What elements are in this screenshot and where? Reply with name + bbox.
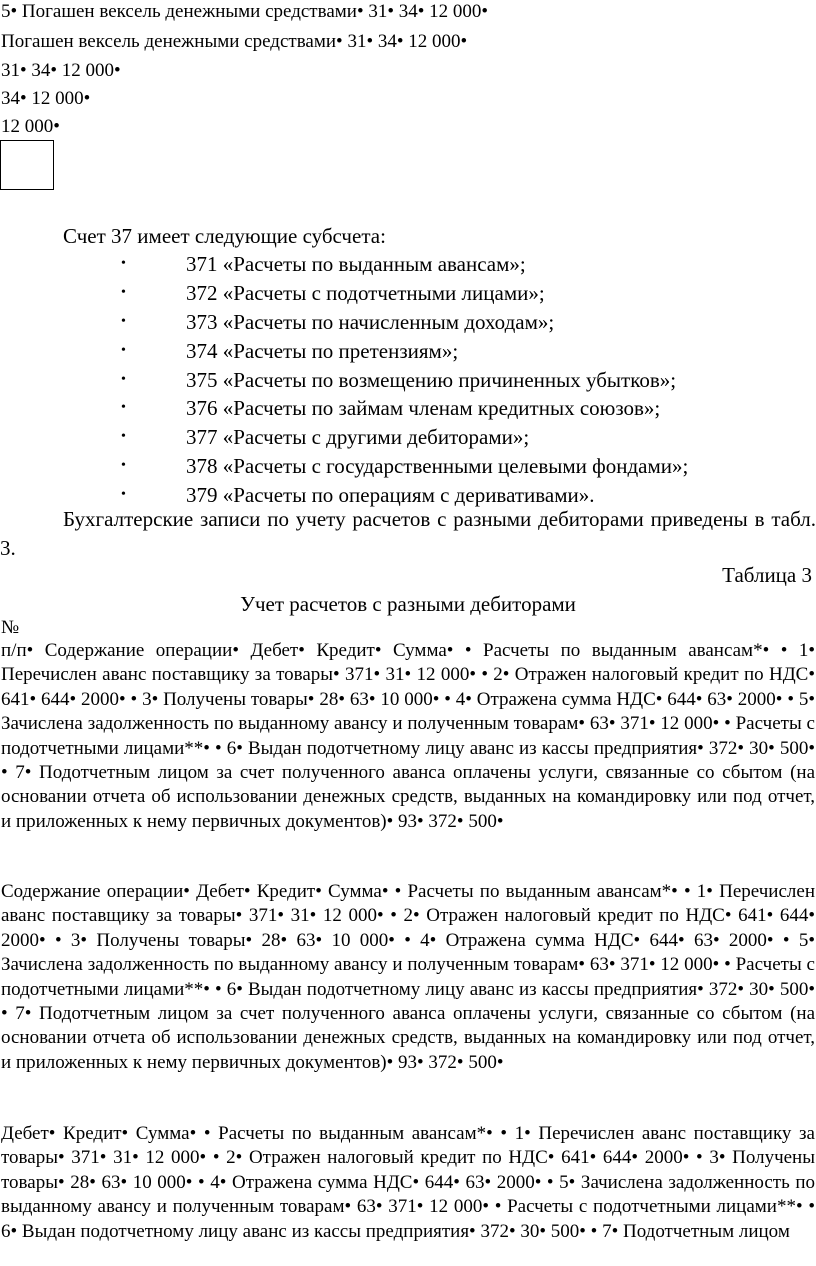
bullet-icon: • [121, 429, 126, 445]
list-item [0, 366, 816, 395]
list-item-text: 374 «Расчеты по претензиям»; [186, 338, 459, 363]
top-line-2: Погашен вексель денежными средствами• 31• 34• 12 000• [1, 31, 468, 52]
list-item-text: 371 «Расчеты по выданным авансам»; [186, 252, 526, 276]
list-item [0, 250, 816, 279]
list-item-text: 373 «Расчеты по начисленным доходам»; [186, 309, 555, 334]
table-flow-text-2: Содержание операции• Дебет• Кредит• Сумма• • Расчеты по выданным авансам*• • 1• Перечислен аванс поставщику за товары• 371• 31• 12 000• • 2• Отражен налоговый кредит по НДС• 641• 644• 2000• • 3• Получены товары• 28• 63• 10 000• • 4• Отражена сумма НДС• 644• 63• 2000• • 5• Зачислена задолженность по выданному авансу и полученным товарам• 63• 371• 12 000• • Расчеты с подотчетными лицами**• • 6• Выдан подотчетному лицу аванс из кассы предприятия• 372• 30• 500• • 7• Подотчетным лицом за счет полученного аванса оплачены услуги, связанные со сбытом (на основании отчета об использовании денежных средств, выданных на командировку или под отчет, и приложенных к нему первичных документов)• 93• 372• 500• [1, 881, 815, 1073]
top-line-5: 12 000• [1, 116, 60, 137]
bullet-icon: • [121, 313, 126, 329]
body-paragraph: Бухгалтерские записи по учету расчетов с разными дебиторами приведены в табл. 3. [0, 507, 816, 560]
table-flow-text-1: п/п• Содержание операции• Дебет• Кредит• Сумма• • Расчеты по выданным авансам*• • 1• Перечислен аванс поставщику за товары• 371• 31• 12 000• • 2• Отражен налоговый кредит по НДС• 641• 644• 2000• • 3• Получены товары• 28• 63• 10 000• • 4• Отражена сумма НДС• 644• 63• 2000• • 5• Зачислена задолженность по выданному авансу и полученным товарам• 63• 371• 12 000• • Расчеты с подотчетными лицами**• • 6• Выдан подотчетному лицу аванс из кассы предприятия• 372• 30• 500• • 7• Подотчетным лицом за счет полученного аванса оплачены услуги, связанные со сбытом (на основании отчета об использовании денежных средств, выданных на командировку или под отчет, и приложенных к нему первичных документов)• 93• 372• 500• [1, 640, 815, 832]
list-item-text: 372 «Расчеты с подотчетными лицами»; [186, 280, 545, 305]
list-item [0, 308, 816, 337]
bullet-icon: • [121, 371, 126, 387]
list-item-text: 375 «Расчеты по возмещению причиненных убытков»; [186, 367, 677, 392]
top-line-3: 31• 34• 12 000• [1, 60, 121, 81]
list-item [0, 337, 816, 366]
intro-text: Счет 37 имеет следующие субсчета: [63, 224, 386, 248]
table-flow-text-3: Дебет• Кредит• Сумма• • Расчеты по выданным авансам*• • 1• Перечислен аванс поставщику за товары• 371• 31• 12 000• • 2• Отражен налоговый кредит по НДС• 641• 644• 2000• • 3• Получены товары• 28• 63• 10 000• • 4• Отражена сумма НДС• 644• 63• 2000• • 5• Зачислена задолженность по выданному авансу и полученным товарам• 63• 371• 12 000• • Расчеты с подотчетными лицами**• • 6• Выдан подотчетному лицу аванс из кассы предприятия• 372• 30• 500• • 7• Подотчетным лицом [1, 1123, 815, 1242]
subaccount-list [0, 250, 816, 510]
table-number: Таблица 3 [722, 563, 812, 587]
top-line-1: 5• Погашен вексель денежными средствами• 31• 34• 12 000• [1, 1, 489, 22]
list-item [0, 452, 816, 481]
number-sign: № [1, 617, 20, 638]
list-item [0, 423, 816, 452]
bullet-icon: • [121, 487, 126, 503]
list-item-text: 379 «Расчеты по операциям с деривативами». [186, 483, 595, 508]
bullet-icon: • [121, 256, 126, 271]
list-item [0, 279, 816, 308]
list-item-text: 376 «Расчеты по займам членам кредитных союзов»; [186, 396, 661, 421]
list-item-text: 377 «Расчеты с другими дебиторами»; [186, 425, 530, 450]
table-title: Учет расчетов с разными дебиторами [240, 592, 576, 616]
bullet-icon: • [121, 342, 126, 358]
top-line-4: 34• 12 000• [1, 88, 91, 109]
bullet-icon: • [121, 458, 126, 474]
empty-box [0, 140, 54, 190]
list-item-text: 378 «Расчеты с государственными целевыми фондами»; [186, 454, 689, 479]
list-item [0, 394, 816, 423]
bullet-icon: • [121, 284, 126, 300]
bullet-icon: • [121, 400, 126, 416]
